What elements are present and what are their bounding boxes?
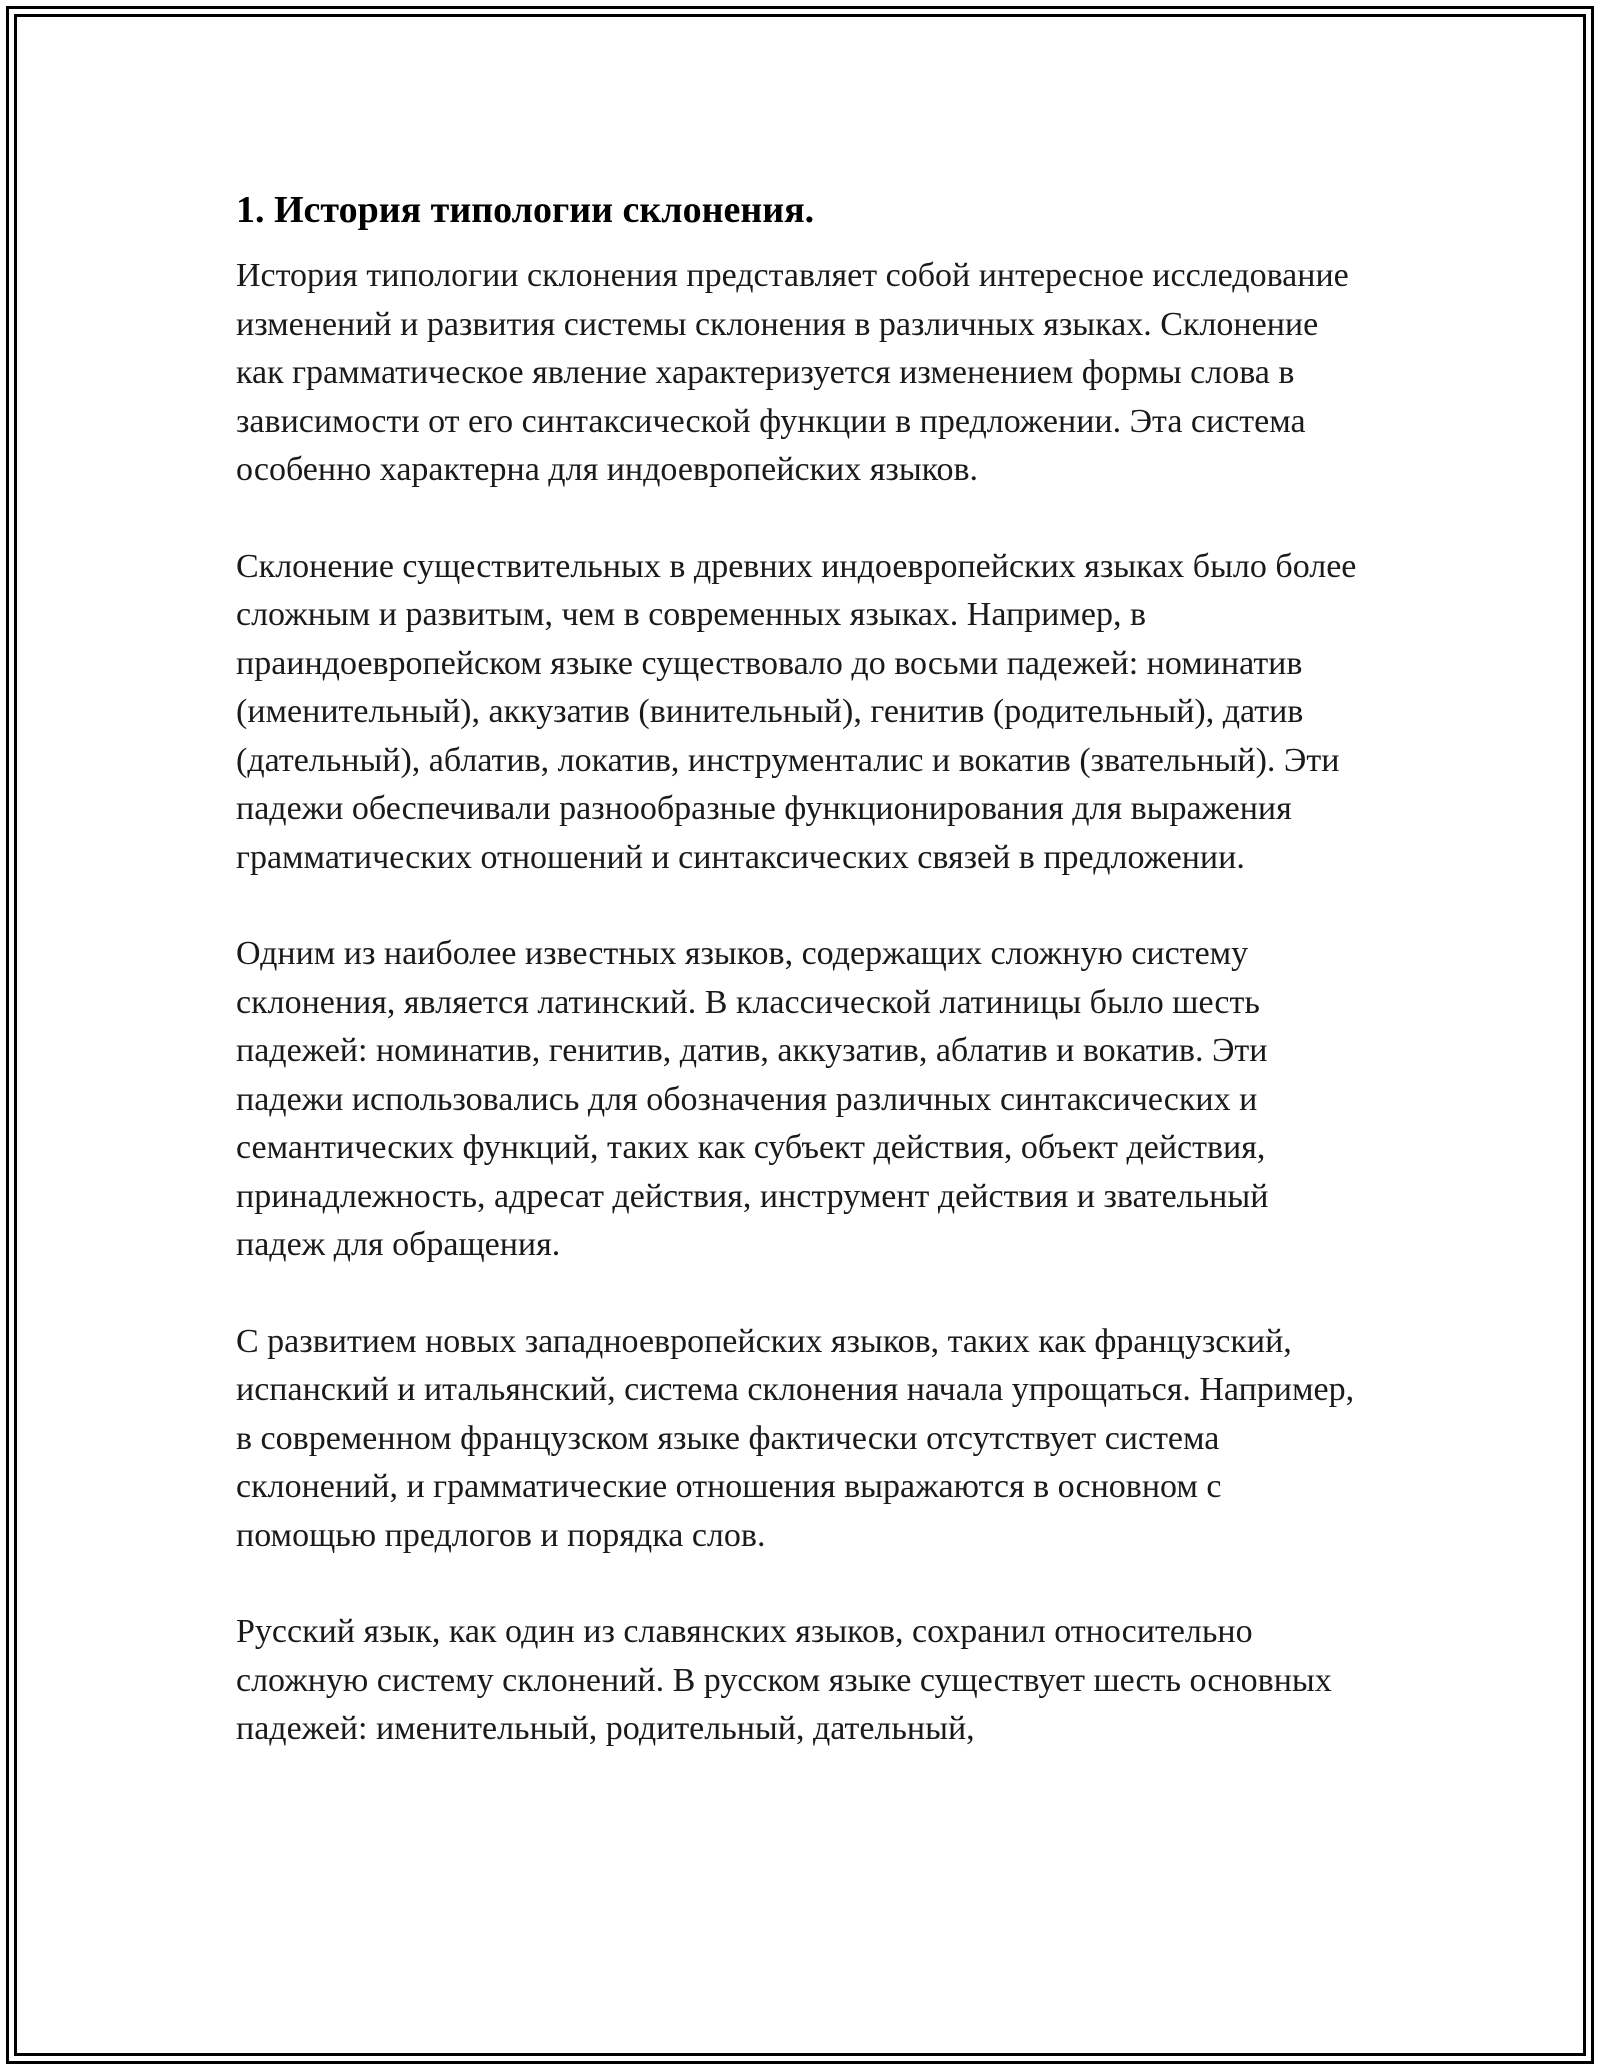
paragraph-1: История типологии склонения представляет собой интересное исследование изменений и развития системы склонения в различных языках. Склонение как грамматическое явление характеризуется изменением формы слова в зависимости от его синтаксической функции в предложении. Эта система особенно характерна для индоевропейских языков. (236, 257, 1349, 488)
paragraph-5: Русский язык, как один из славянских языков, сохранил относительно сложную систему склонений. В русском языке существует шесть основных падежей: именительный, родительный, дательный, (236, 1613, 1332, 1747)
section-heading: 1. История типологии склонения. (236, 189, 815, 231)
paragraph-2: Склонение существительных в древних индоевропейских языках было более сложным и развитым, чем в современных языках. Например, в праиндоевропейском языке существовало до восьми падежей: номинатив (именительный), аккузатив (винительный), генитив (родительный), датив (дательный), аблатив, локатив, инструменталис и вокатив (звательный). Эти падежи обеспечивали разнообразные функционирования для выражения грамматических отношений и синтаксических связей в предложении. (236, 547, 1357, 876)
document-body (236, 186, 1366, 1802)
paragraph-3: Одним из наиболее известных языков, содержащих сложную систему склонения, является латинский. В классической латиницы было шесть падежей: номинатив, генитив, датив, аккузатив, аблатив и вокатив. Эти падежи использовались для обозначения различных синтаксических и семантических функций, таких как субъект действия, объект действия, принадлежность, адресат действия, инструмент действия и звательный падеж для обращения. (236, 935, 1269, 1263)
paragraph-4: С развитием новых западноевропейских языков, таких как французский, испанский и итальянский, система склонения начала упрощаться. Например, в современном французском языке фактически отсутствует система склонений, и грамматические отношения выражаются в основном с помощью предлогов и порядка слов. (236, 1322, 1355, 1554)
